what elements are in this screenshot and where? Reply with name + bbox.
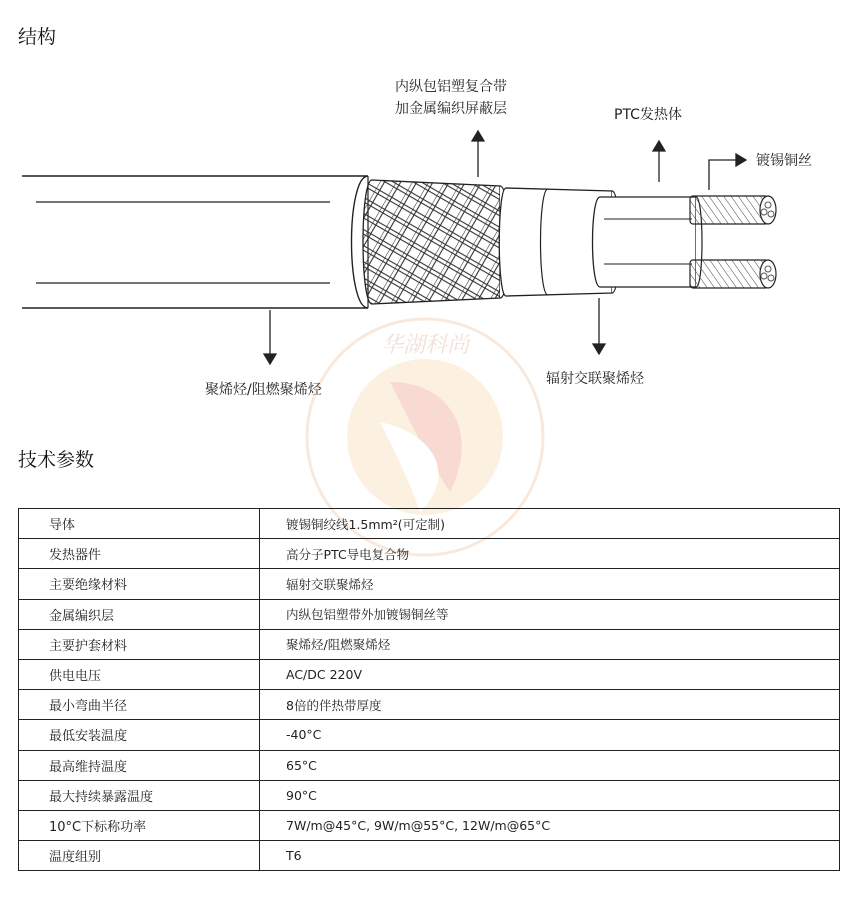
- spec-value-cell: 90°C: [260, 780, 840, 810]
- spec-value-cell: 辐射交联聚烯烃: [260, 569, 840, 599]
- spec-value-cell: 聚烯烃/阻燃聚烯烃: [260, 629, 840, 659]
- spec-key-cell: 最低安装温度: [19, 720, 260, 750]
- braid-layer: [363, 180, 509, 304]
- params-title-text: 技术参数: [18, 449, 95, 471]
- spec-value-cell: 镀锡铜绞线1.5mm²(可定制): [260, 509, 840, 539]
- table-row: [19, 810, 840, 840]
- title-underline: [18, 48, 64, 55]
- watermark-top-text: 华湖科尚: [380, 333, 470, 358]
- spec-value-cell: 高分子PTC导电复合物: [260, 539, 840, 569]
- spec-value-cell: -40°C: [260, 720, 840, 750]
- spec-key-cell: 金属编织层: [19, 599, 260, 629]
- table-row: [19, 659, 840, 689]
- table-row: [19, 569, 840, 599]
- label-tinned-copper: 镀锡铜丝: [756, 153, 812, 169]
- ptc-core: [593, 197, 703, 287]
- spec-key-cell: 最小弯曲半径: [19, 690, 260, 720]
- spec-key-cell: 最大持续暴露温度: [19, 780, 260, 810]
- spec-value-cell: T6: [260, 841, 840, 871]
- spec-key-cell: 发热器件: [19, 539, 260, 569]
- spec-value-cell: 8倍的伴热带厚度: [260, 690, 840, 720]
- tinned-copper-conductors: [690, 196, 776, 288]
- table-row: [19, 599, 840, 629]
- label-foil-braid-line2: 加金属编织屏蔽层: [395, 101, 507, 117]
- structure-section-title: [18, 22, 56, 49]
- outer-jacket: [22, 176, 368, 308]
- spec-key-cell: 温度组别: [19, 841, 260, 871]
- spec-value-cell: AC/DC 220V: [260, 659, 840, 689]
- spec-key-cell: 最高维持温度: [19, 750, 260, 780]
- table-row: [19, 509, 840, 539]
- spec-key-cell: 主要护套材料: [19, 629, 260, 659]
- params-section-title: [18, 445, 94, 472]
- spec-key-cell: 主要绝缘材料: [19, 569, 260, 599]
- table-row: [19, 720, 840, 750]
- title-underline: [18, 471, 106, 478]
- label-ptc: PTC发热体: [614, 107, 682, 123]
- spec-key-cell: 10°C下标称功率: [19, 810, 260, 840]
- table-row: [19, 780, 840, 810]
- spec-value-cell: 65°C: [260, 750, 840, 780]
- table-row: [19, 690, 840, 720]
- table-row: [19, 750, 840, 780]
- table-row: [19, 629, 840, 659]
- spec-value-cell: 内纵包铝塑带外加镀锡铜丝等: [260, 599, 840, 629]
- spec-key-cell: 供电电压: [19, 659, 260, 689]
- spec-table: [18, 508, 840, 871]
- structure-title-text: 结构: [18, 26, 57, 48]
- label-xlpe: 辐射交联聚烯烃: [546, 371, 644, 387]
- spec-key-cell: 导体: [19, 509, 260, 539]
- table-row: [19, 841, 840, 871]
- table-row: [19, 539, 840, 569]
- label-foil-braid-line1: 内纵包铝塑复合带: [395, 79, 507, 95]
- label-outer-jacket: 聚烯烃/阻燃聚烯烃: [205, 382, 322, 398]
- spec-value-cell: 7W/m@45°C, 9W/m@55°C, 12W/m@65°C: [260, 810, 840, 840]
